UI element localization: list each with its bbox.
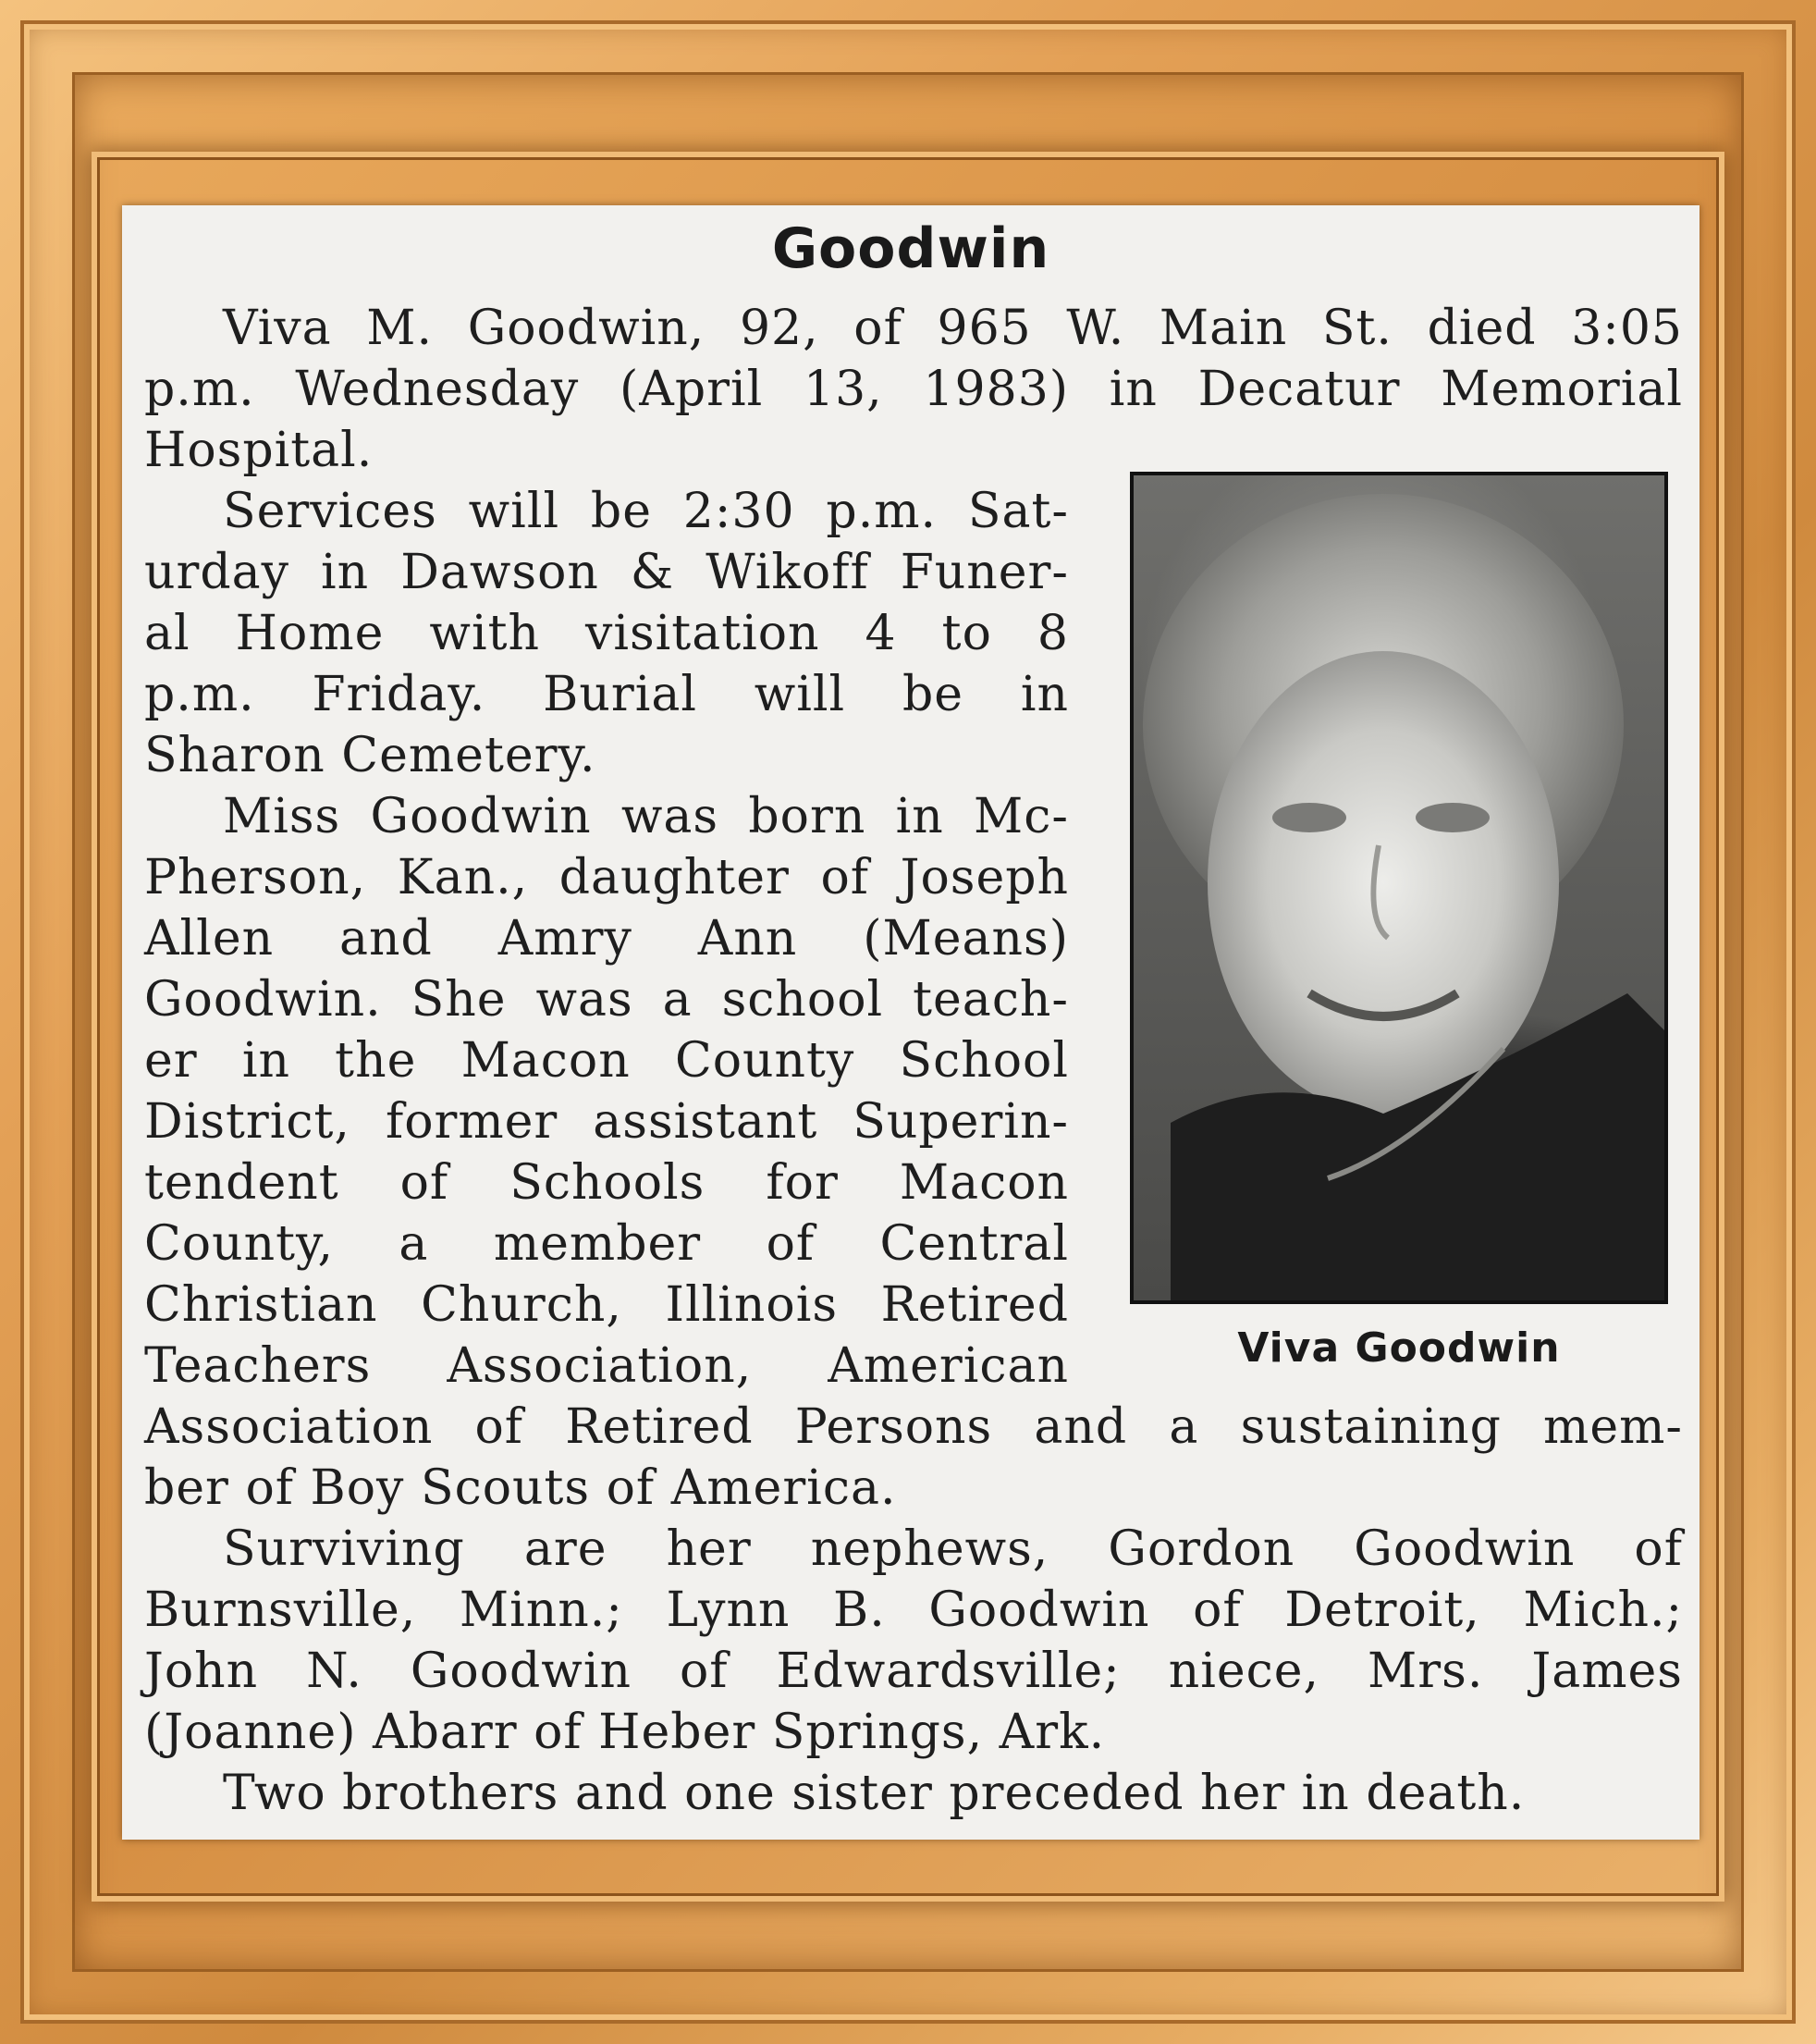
body-line: Allen and Amry Ann (Means) xyxy=(144,911,1069,967)
body-line: Hospital. xyxy=(144,423,374,478)
obituary-headline: Goodwin xyxy=(771,216,1050,281)
body-line: p.m. Friday. Burial will be in xyxy=(144,667,1069,722)
body-line: Teachers Association, American xyxy=(144,1338,1069,1394)
body-line: Miss Goodwin was born in Mc- xyxy=(223,789,1069,844)
body-line: Sharon Cemetery. xyxy=(144,728,596,783)
body-line: Association of Retired Persons and a sustaining mem- xyxy=(144,1399,1683,1455)
body-line: Pherson, Kan., daughter of Joseph xyxy=(144,850,1069,905)
body-line: (Joanne) Abarr of Heber Springs, Ark. xyxy=(144,1705,1106,1760)
photo-caption: Viva Goodwin xyxy=(1237,1324,1561,1372)
body-line: County, a member of Central xyxy=(144,1216,1069,1272)
body-line: Viva M. Goodwin, 92, of 965 W. Main St. died 3:05 xyxy=(223,301,1683,356)
body-line: Surviving are her nephews, Gordon Goodwin of xyxy=(223,1521,1683,1577)
body-line: John N. Goodwin of Edwardsville; niece, Mrs. James xyxy=(144,1644,1683,1699)
obituary-clipping xyxy=(122,205,1699,1840)
body-line: al Home with visitation 4 to 8 xyxy=(144,606,1069,661)
body-line: p.m. Wednesday (April 13, 1983) in Decatur Memorial xyxy=(144,362,1683,417)
body-line: Services will be 2:30 p.m. Sat- xyxy=(223,484,1069,539)
portrait-illustration xyxy=(1134,475,1664,1300)
body-line: Two brothers and one sister preceded her in death. xyxy=(223,1766,1526,1821)
body-line: Burnsville, Minn.; Lynn B. Goodwin of Detroit, Mich.; xyxy=(144,1582,1683,1638)
body-line: urday in Dawson & Wikoff Funer- xyxy=(144,545,1069,600)
body-line: tendent of Schools for Macon xyxy=(144,1155,1069,1211)
body-line: Christian Church, Illinois Retired xyxy=(144,1277,1069,1333)
body-line: ber of Boy Scouts of America. xyxy=(144,1460,897,1516)
portrait-photo xyxy=(1130,472,1668,1304)
body-line: Goodwin. She was a school teach- xyxy=(144,972,1069,1028)
body-line: District, former assistant Superin- xyxy=(144,1094,1069,1150)
body-line: er in the Macon County School xyxy=(144,1033,1069,1089)
